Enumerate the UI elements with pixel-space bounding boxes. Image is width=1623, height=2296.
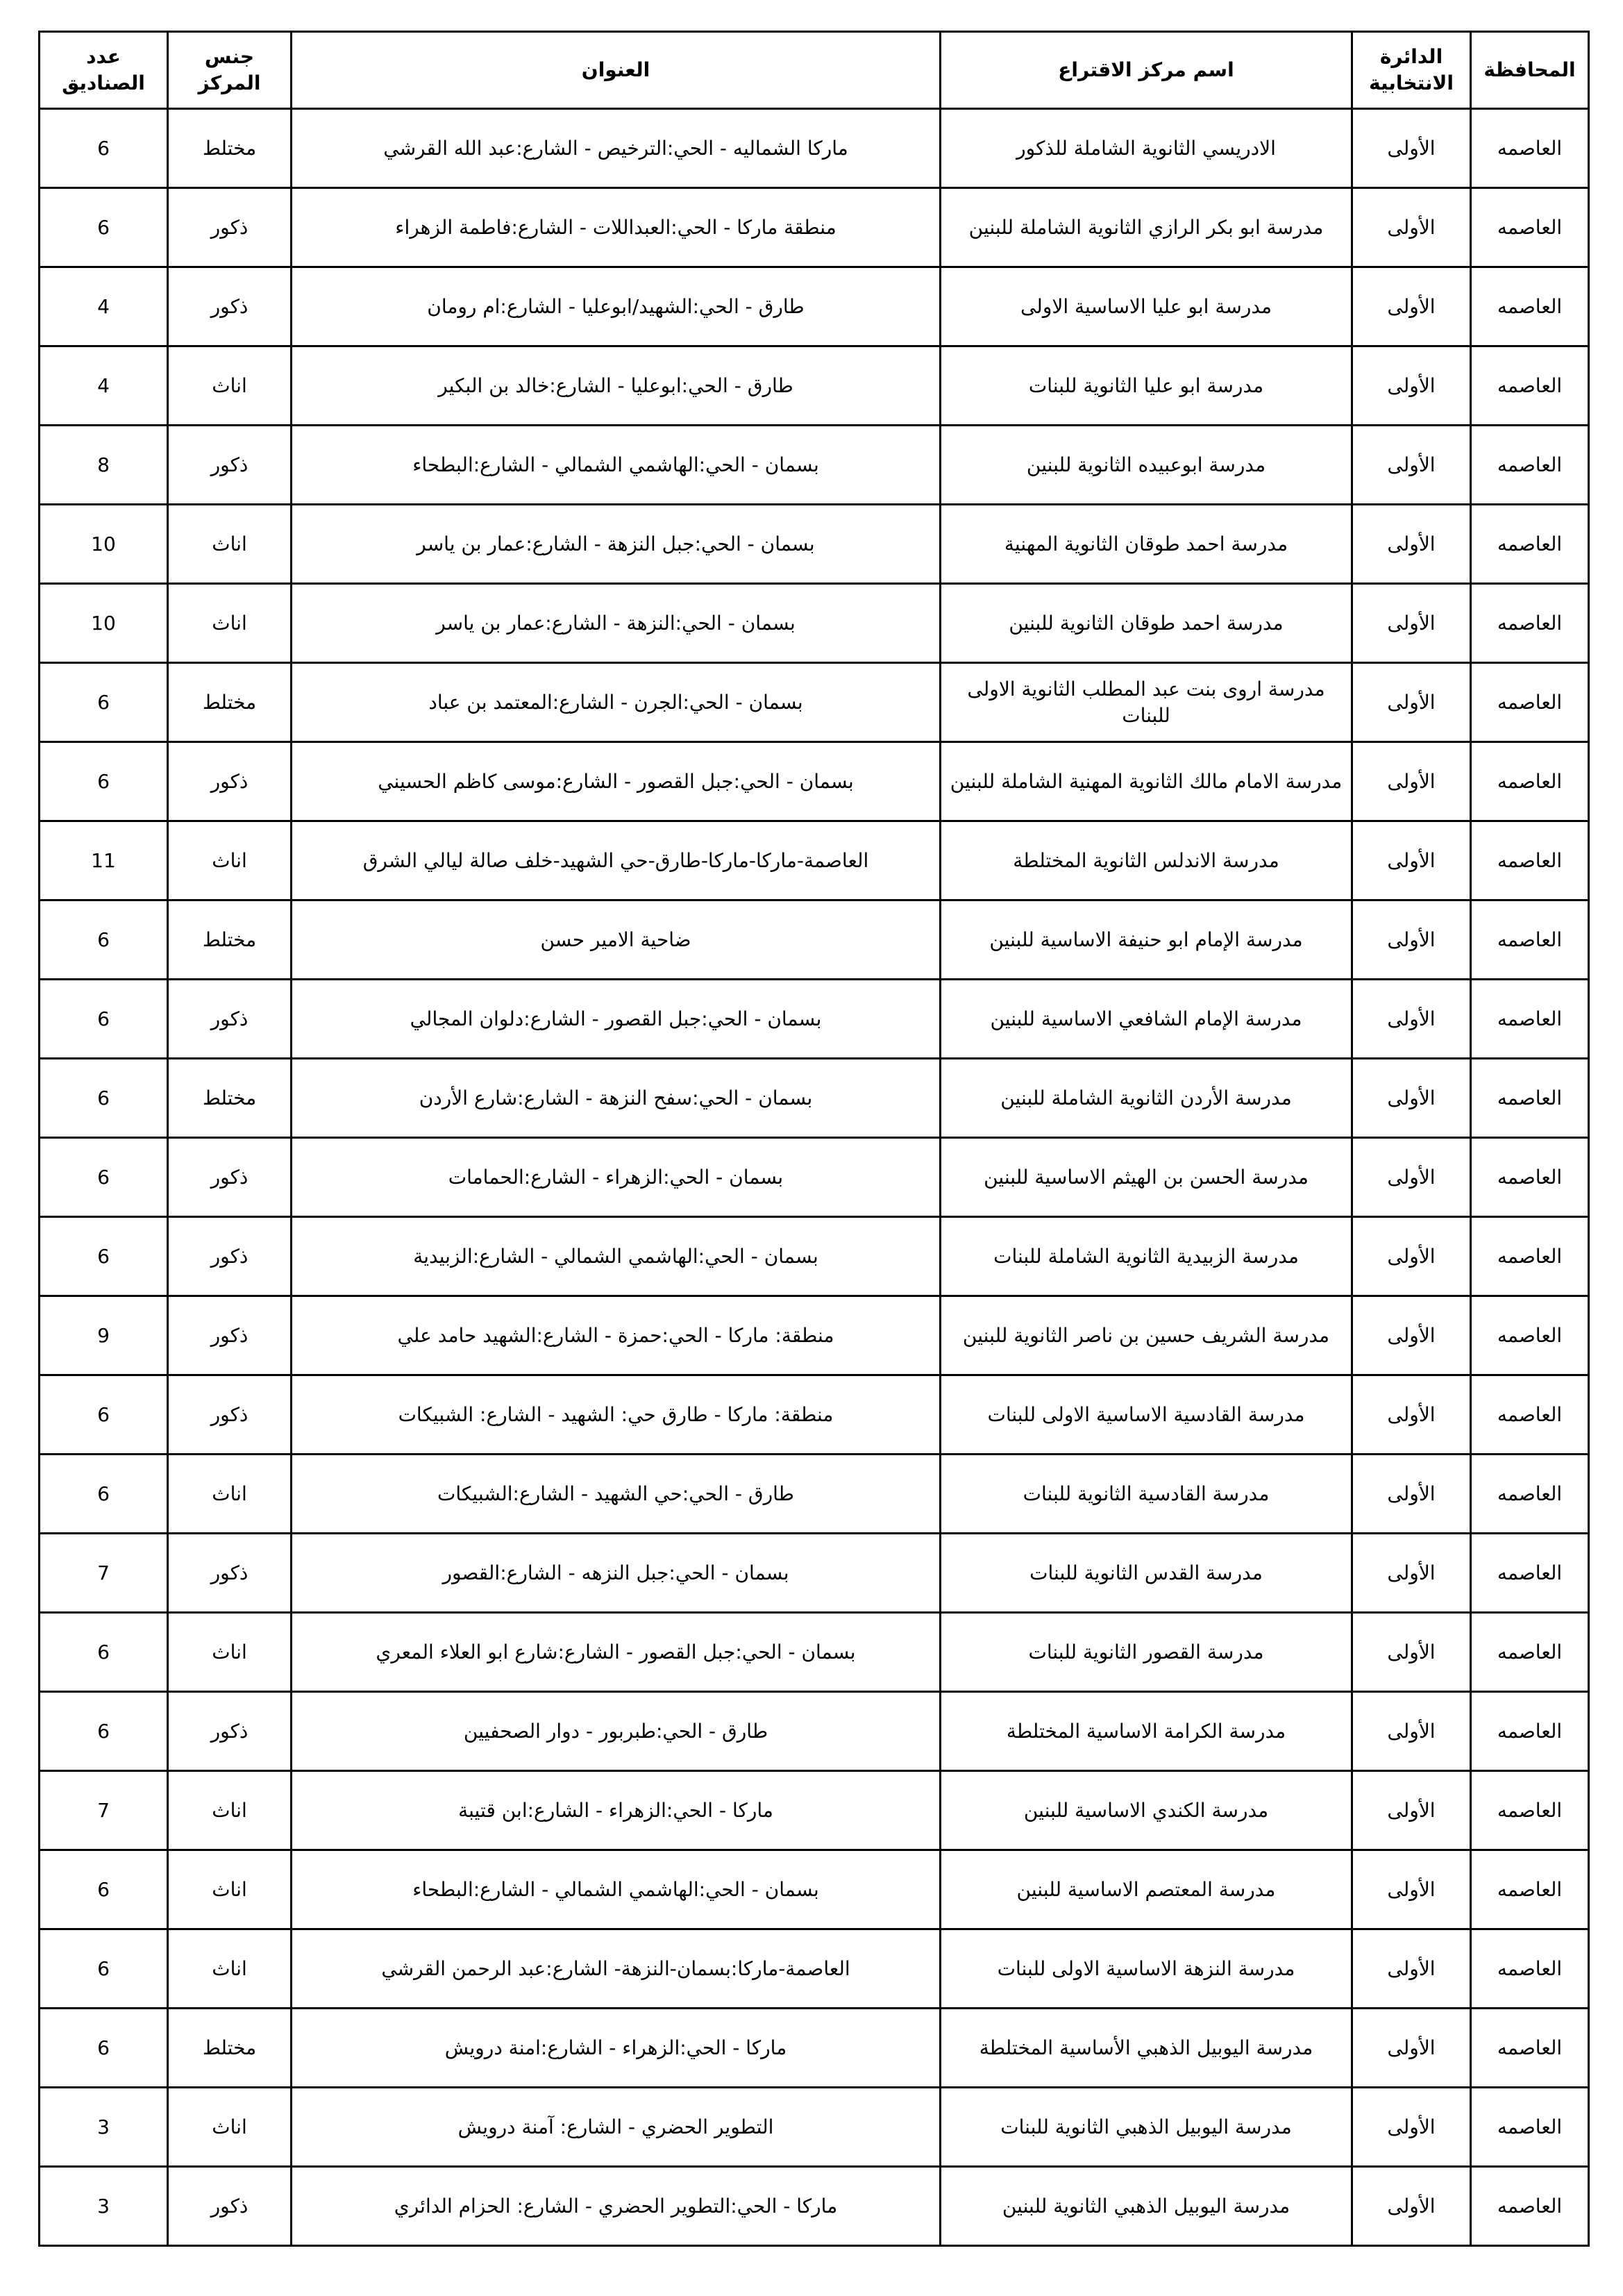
cell-box-count: 6	[40, 980, 168, 1059]
table-row	[40, 742, 1589, 821]
cell-center-gender: ذكور	[168, 1138, 292, 1217]
table-row	[40, 900, 1589, 980]
cell-center-gender: ذكور	[168, 267, 292, 346]
table-row	[40, 980, 1589, 1059]
cell-box-count: 4	[40, 267, 168, 346]
cell-box-count: 8	[40, 426, 168, 505]
cell-center-gender: اناث	[168, 505, 292, 584]
table-row	[40, 2088, 1589, 2167]
table-row	[40, 663, 1589, 742]
cell-district: الأولى	[1352, 2167, 1471, 2246]
cell-governorate: العاصمه	[1471, 346, 1589, 426]
cell-governorate: العاصمه	[1471, 109, 1589, 188]
header-address: العنوان	[292, 32, 941, 109]
cell-address: طارق - الحي:طبربور - دوار الصحفيين	[292, 1692, 941, 1771]
cell-center-name: مدرسة الأردن الثانوية الشاملة للبنين	[941, 1059, 1352, 1138]
header-governorate: المحافظة	[1471, 32, 1589, 109]
cell-governorate: العاصمه	[1471, 1771, 1589, 1850]
cell-governorate: العاصمه	[1471, 1059, 1589, 1138]
table-row	[40, 1929, 1589, 2009]
cell-address: بسمان - الحي:جبل القصور - الشارع:دلوان المجالي	[292, 980, 941, 1059]
cell-center-name: مدرسة ابوعبيده الثانوية للبنين	[941, 426, 1352, 505]
cell-district: الأولى	[1352, 1850, 1471, 1929]
cell-governorate: العاصمه	[1471, 1850, 1589, 1929]
cell-center-gender: ذكور	[168, 1534, 292, 1613]
cell-center-name: مدرسة الإمام ابو حنيفة الاساسية للبنين	[941, 900, 1352, 980]
cell-center-name: مدرسة القدس الثانوية للبنات	[941, 1534, 1352, 1613]
table-row	[40, 267, 1589, 346]
cell-center-gender: ذكور	[168, 1375, 292, 1455]
cell-center-gender: اناث	[168, 1613, 292, 1692]
cell-center-name: مدرسة احمد طوقان الثانوية المهنية	[941, 505, 1352, 584]
cell-district: الأولى	[1352, 188, 1471, 267]
cell-governorate: العاصمه	[1471, 1692, 1589, 1771]
cell-center-gender: مختلط	[168, 900, 292, 980]
cell-center-name: مدرسة اليوبيل الذهبي الثانوية للبنين	[941, 2167, 1352, 2246]
cell-center-gender: مختلط	[168, 2009, 292, 2088]
cell-box-count: 3	[40, 2167, 168, 2246]
cell-governorate: العاصمه	[1471, 426, 1589, 505]
cell-governorate: العاصمه	[1471, 584, 1589, 663]
cell-center-gender: ذكور	[168, 742, 292, 821]
table-row	[40, 1771, 1589, 1850]
cell-address: بسمان - الحي:الهاشمي الشمالي - الشارع:البطحاء	[292, 1850, 941, 1929]
table-row	[40, 1455, 1589, 1534]
cell-address: بسمان - الحي:جبل النزهة - الشارع:عمار بن ياسر	[292, 505, 941, 584]
cell-center-gender: ذكور	[168, 980, 292, 1059]
table-row	[40, 1059, 1589, 1138]
cell-center-gender: ذكور	[168, 2167, 292, 2246]
table-row	[40, 1217, 1589, 1296]
cell-district: الأولى	[1352, 1929, 1471, 2009]
cell-center-gender: ذكور	[168, 1692, 292, 1771]
cell-center-name: مدرسة اليوبيل الذهبي الأساسية المختلطة	[941, 2009, 1352, 2088]
cell-district: الأولى	[1352, 2088, 1471, 2167]
table-row	[40, 505, 1589, 584]
header-row	[40, 32, 1589, 109]
cell-box-count: 6	[40, 1692, 168, 1771]
cell-governorate: العاصمه	[1471, 1296, 1589, 1375]
cell-center-gender: مختلط	[168, 663, 292, 742]
cell-district: الأولى	[1352, 426, 1471, 505]
cell-district: الأولى	[1352, 663, 1471, 742]
cell-center-gender: ذكور	[168, 426, 292, 505]
cell-center-name: مدرسة الزبيدية الثانوية الشاملة للبنات	[941, 1217, 1352, 1296]
cell-address: بسمان - الحي:جبل القصور - الشارع:شارع ابو العلاء المعري	[292, 1613, 941, 1692]
cell-center-name: مدرسة الحسن بن الهيثم الاساسية للبنين	[941, 1138, 1352, 1217]
table-header	[40, 32, 1589, 109]
cell-district: الأولى	[1352, 505, 1471, 584]
cell-center-gender: مختلط	[168, 109, 292, 188]
cell-center-gender: اناث	[168, 1850, 292, 1929]
polling-centers-table	[38, 31, 1590, 2247]
table-row	[40, 821, 1589, 900]
cell-box-count: 4	[40, 346, 168, 426]
cell-center-name: مدرسة المعتصم الاساسية للبنين	[941, 1850, 1352, 1929]
cell-center-name: مدرسة الكندي الاساسية للبنين	[941, 1771, 1352, 1850]
cell-district: الأولى	[1352, 1059, 1471, 1138]
cell-center-gender: مختلط	[168, 1059, 292, 1138]
cell-address: بسمان - الحي:الجرن - الشارع:المعتمد بن عباد	[292, 663, 941, 742]
cell-address: طارق - الحي:الشهيد/ابوعليا - الشارع:ام رومان	[292, 267, 941, 346]
cell-center-name: مدرسة الاندلس الثانوية المختلطة	[941, 821, 1352, 900]
cell-governorate: العاصمه	[1471, 1217, 1589, 1296]
cell-district: الأولى	[1352, 1455, 1471, 1534]
cell-governorate: العاصمه	[1471, 1375, 1589, 1455]
cell-box-count: 6	[40, 1138, 168, 1217]
cell-district: الأولى	[1352, 2009, 1471, 2088]
cell-governorate: العاصمه	[1471, 188, 1589, 267]
cell-district: الأولى	[1352, 821, 1471, 900]
table-row	[40, 2167, 1589, 2246]
cell-box-count: 7	[40, 1534, 168, 1613]
cell-center-name: مدرسة ابو عليا الثانوية للبنات	[941, 346, 1352, 426]
cell-box-count: 9	[40, 1296, 168, 1375]
table-row	[40, 1534, 1589, 1613]
cell-governorate: العاصمه	[1471, 2088, 1589, 2167]
cell-box-count: 6	[40, 663, 168, 742]
cell-governorate: العاصمه	[1471, 1929, 1589, 2009]
table-row	[40, 2009, 1589, 2088]
cell-box-count: 6	[40, 1375, 168, 1455]
cell-governorate: العاصمه	[1471, 1455, 1589, 1534]
table-row	[40, 1296, 1589, 1375]
table-row	[40, 1375, 1589, 1455]
header-center-name: اسم مركز الاقتراع	[941, 32, 1352, 109]
cell-address: بسمان - الحي:الزهراء - الشارع:الحمامات	[292, 1138, 941, 1217]
cell-address: ماركا - الحي:الزهراء - الشارع:ابن قتيبة	[292, 1771, 941, 1850]
table-row	[40, 426, 1589, 505]
cell-center-name: مدرسة القادسية الاساسية الاولى للبنات	[941, 1375, 1352, 1455]
cell-address: بسمان - الحي:الهاشمي الشمالي - الشارع:الزبيدية	[292, 1217, 941, 1296]
cell-governorate: العاصمه	[1471, 2009, 1589, 2088]
cell-box-count: 6	[40, 900, 168, 980]
cell-center-name: مدرسة ابو بكر الرازي الثانوية الشاملة للبنين	[941, 188, 1352, 267]
cell-governorate: العاصمه	[1471, 821, 1589, 900]
cell-center-gender: ذكور	[168, 1296, 292, 1375]
table-row	[40, 109, 1589, 188]
cell-box-count: 6	[40, 742, 168, 821]
cell-address: منطقة: ماركا - الحي:حمزة - الشارع:الشهيد حامد علي	[292, 1296, 941, 1375]
cell-box-count: 6	[40, 109, 168, 188]
cell-center-name: مدرسة اليوبيل الذهبي الثانوية للبنات	[941, 2088, 1352, 2167]
cell-box-count: 10	[40, 505, 168, 584]
cell-center-gender: اناث	[168, 1455, 292, 1534]
cell-address: ماركا الشماليه - الحي:الترخيص - الشارع:عبد الله القرشي	[292, 109, 941, 188]
cell-box-count: 6	[40, 1850, 168, 1929]
cell-address: بسمان - الحي:النزهة - الشارع:عمار بن ياسر	[292, 584, 941, 663]
cell-district: الأولى	[1352, 267, 1471, 346]
cell-governorate: العاصمه	[1471, 1534, 1589, 1613]
cell-center-gender: اناث	[168, 821, 292, 900]
cell-governorate: العاصمه	[1471, 505, 1589, 584]
cell-box-count: 6	[40, 1929, 168, 2009]
cell-center-name: مدرسة الامام مالك الثانوية المهنية الشاملة للبنين	[941, 742, 1352, 821]
cell-district: الأولى	[1352, 742, 1471, 821]
cell-address: بسمان - الحي:الهاشمي الشمالي - الشارع:البطحاء	[292, 426, 941, 505]
cell-address: منطقة ماركا - الحي:العبداللات - الشارع:فاطمة الزهراء	[292, 188, 941, 267]
table-row	[40, 1692, 1589, 1771]
cell-center-name: مدرسة اروى بنت عبد المطلب الثانوية الاولى للبنات	[941, 663, 1352, 742]
cell-center-name: مدرسة الإمام الشافعي الاساسية للبنين	[941, 980, 1352, 1059]
cell-district: الأولى	[1352, 1771, 1471, 1850]
cell-box-count: 7	[40, 1771, 168, 1850]
cell-center-gender: ذكور	[168, 1217, 292, 1296]
cell-address: منطقة: ماركا - طارق حي: الشهيد - الشارع: الشبيكات	[292, 1375, 941, 1455]
cell-center-gender: اناث	[168, 2088, 292, 2167]
cell-governorate: العاصمه	[1471, 1613, 1589, 1692]
header-center-gender: جنس المركز	[168, 32, 292, 109]
cell-address: ماركا - الحي:التطوير الحضري - الشارع: الحزام الدائري	[292, 2167, 941, 2246]
cell-center-name: مدرسة ابو عليا الاساسية الاولى	[941, 267, 1352, 346]
cell-address: طارق - الحي:ابوعليا - الشارع:خالد بن البكير	[292, 346, 941, 426]
cell-governorate: العاصمه	[1471, 742, 1589, 821]
table-row	[40, 1138, 1589, 1217]
cell-box-count: 6	[40, 1455, 168, 1534]
table-row	[40, 584, 1589, 663]
cell-address: العاصمة-ماركا:بسمان-النزهة- الشارع:عبد الرحمن القرشي	[292, 1929, 941, 2009]
cell-box-count: 6	[40, 1059, 168, 1138]
cell-district: الأولى	[1352, 1296, 1471, 1375]
table-row	[40, 1613, 1589, 1692]
cell-district: الأولى	[1352, 1375, 1471, 1455]
cell-box-count: 3	[40, 2088, 168, 2167]
cell-box-count: 10	[40, 584, 168, 663]
cell-address: ماركا - الحي:الزهراء - الشارع:امنة درويش	[292, 2009, 941, 2088]
cell-district: الأولى	[1352, 109, 1471, 188]
cell-center-gender: اناث	[168, 1929, 292, 2009]
cell-governorate: العاصمه	[1471, 900, 1589, 980]
cell-box-count: 6	[40, 188, 168, 267]
cell-box-count: 6	[40, 1217, 168, 1296]
table-body	[40, 109, 1589, 2246]
cell-address: طارق - الحي:حي الشهيد - الشارع:الشبيكات	[292, 1455, 941, 1534]
header-district: الدائرة الانتخابية	[1352, 32, 1471, 109]
cell-center-gender: اناث	[168, 1771, 292, 1850]
cell-box-count: 11	[40, 821, 168, 900]
cell-box-count: 6	[40, 2009, 168, 2088]
cell-address: بسمان - الحي:سفح النزهة - الشارع:شارع الأردن	[292, 1059, 941, 1138]
cell-governorate: العاصمه	[1471, 267, 1589, 346]
cell-district: الأولى	[1352, 1692, 1471, 1771]
cell-address: بسمان - الحي:جبل القصور - الشارع:موسى كاظم الحسيني	[292, 742, 941, 821]
cell-center-gender: ذكور	[168, 188, 292, 267]
table-row	[40, 188, 1589, 267]
cell-district: الأولى	[1352, 1217, 1471, 1296]
cell-district: الأولى	[1352, 1138, 1471, 1217]
cell-address: ضاحية الامير حسن	[292, 900, 941, 980]
cell-governorate: العاصمه	[1471, 663, 1589, 742]
cell-governorate: العاصمه	[1471, 980, 1589, 1059]
table-row	[40, 346, 1589, 426]
cell-address: بسمان - الحي:جبل النزهه - الشارع:القصور	[292, 1534, 941, 1613]
cell-box-count: 6	[40, 1613, 168, 1692]
cell-address: العاصمة-ماركا-ماركا-طارق-حي الشهيد-خلف صالة ليالي الشرق	[292, 821, 941, 900]
cell-center-name: مدرسة الكرامة الاساسية المختلطة	[941, 1692, 1352, 1771]
table-row	[40, 1850, 1589, 1929]
cell-center-name: مدرسة الشريف حسين بن ناصر الثانوية للبنين	[941, 1296, 1352, 1375]
cell-district: الأولى	[1352, 346, 1471, 426]
cell-center-name: مدرسة احمد طوقان الثانوية للبنين	[941, 584, 1352, 663]
cell-district: الأولى	[1352, 584, 1471, 663]
cell-district: الأولى	[1352, 1613, 1471, 1692]
cell-center-name: مدرسة النزهة الاساسية الاولى للبنات	[941, 1929, 1352, 2009]
cell-center-name: مدرسة القادسية الثانوية للبنات	[941, 1455, 1352, 1534]
cell-center-gender: اناث	[168, 584, 292, 663]
cell-center-name: الادريسي الثانوية الشاملة للذكور	[941, 109, 1352, 188]
cell-governorate: العاصمه	[1471, 2167, 1589, 2246]
cell-address: التطوير الحضري - الشارع: آمنة درويش	[292, 2088, 941, 2167]
cell-center-gender: اناث	[168, 346, 292, 426]
header-box-count: عدد الصناديق	[40, 32, 168, 109]
cell-governorate: العاصمه	[1471, 1138, 1589, 1217]
cell-district: الأولى	[1352, 980, 1471, 1059]
cell-district: الأولى	[1352, 1534, 1471, 1613]
cell-district: الأولى	[1352, 900, 1471, 980]
cell-center-name: مدرسة القصور الثانوية للبنات	[941, 1613, 1352, 1692]
